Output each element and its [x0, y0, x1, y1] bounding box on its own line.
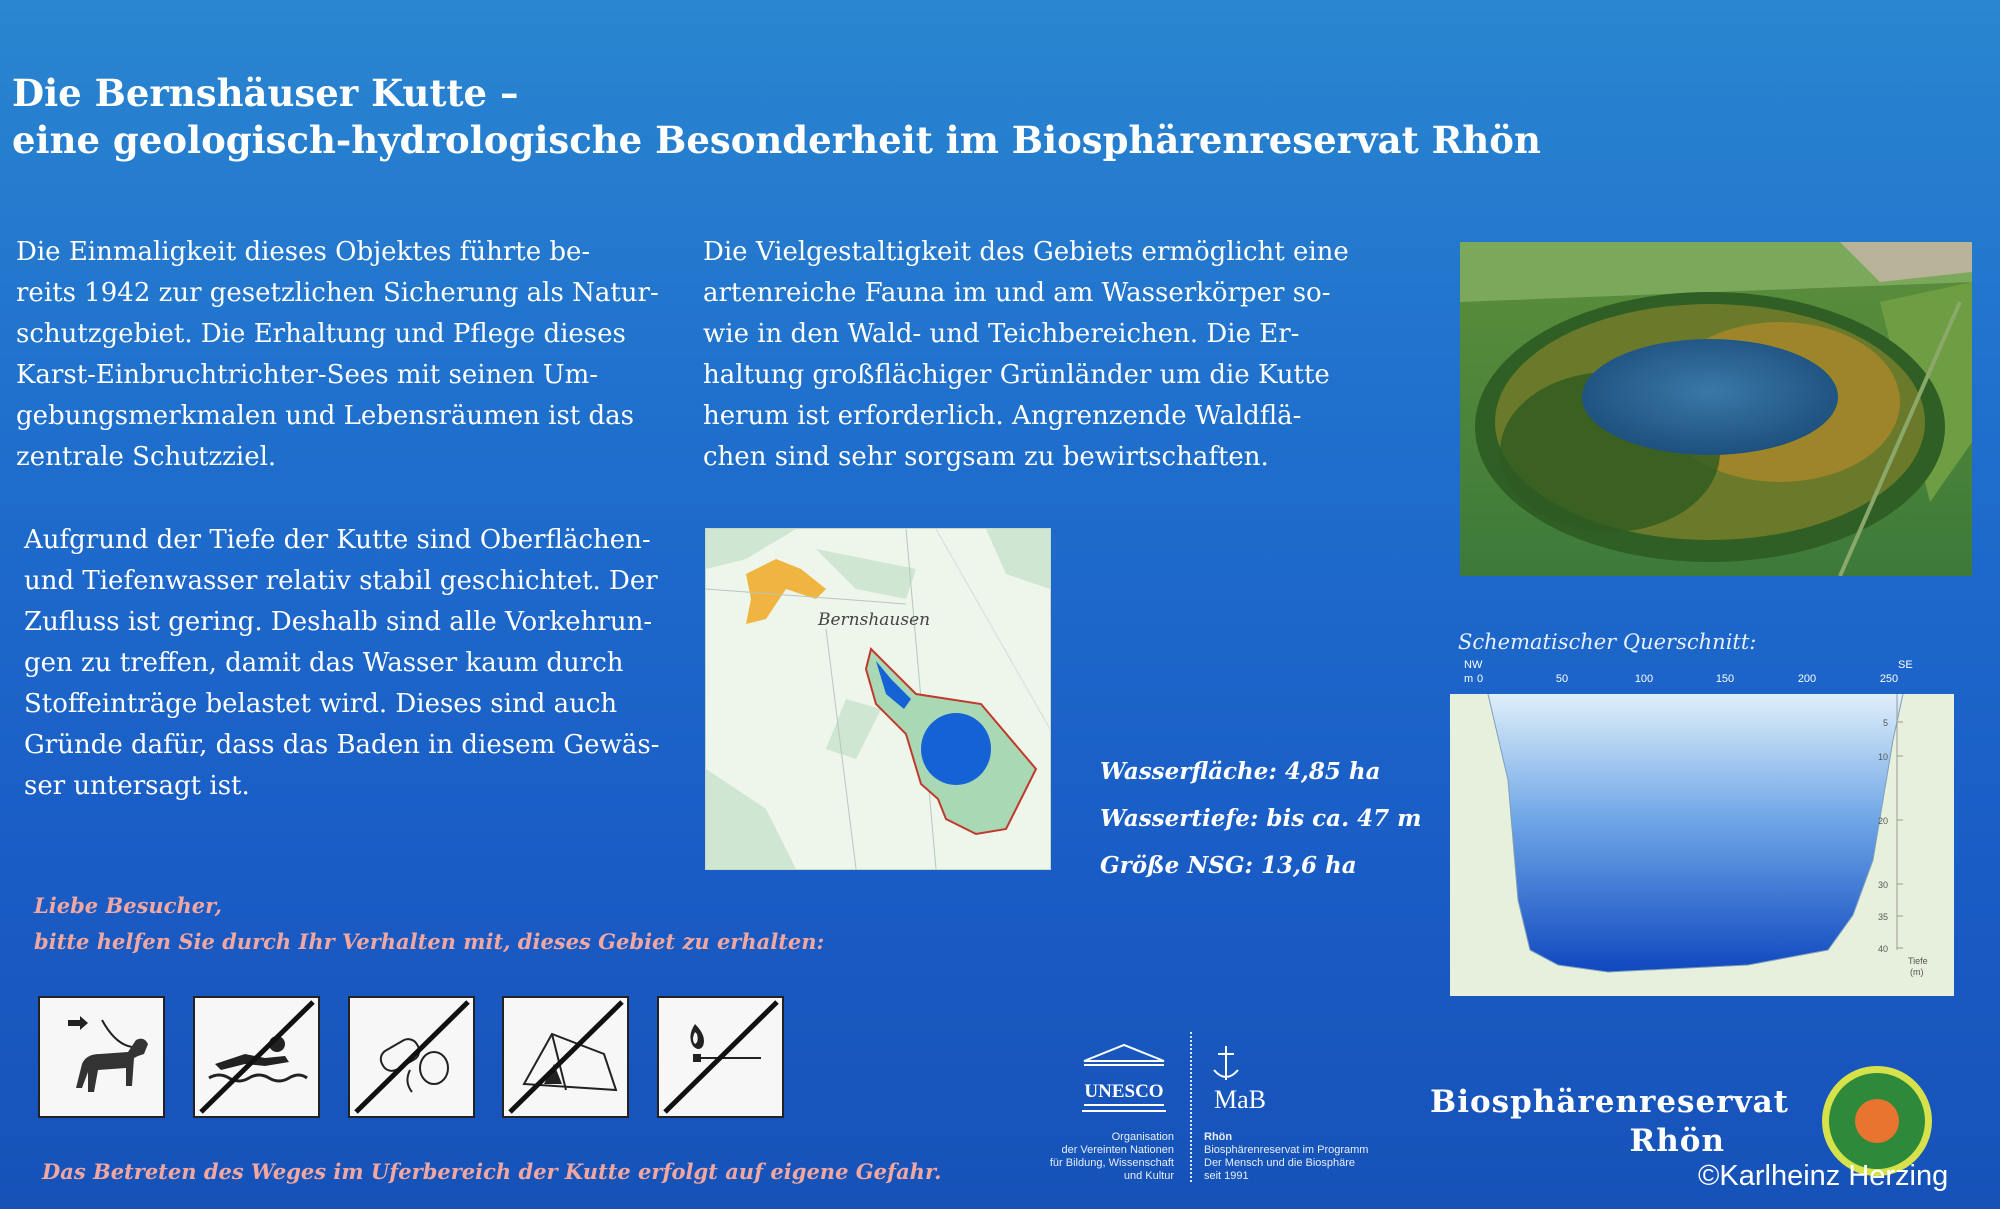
depth-axis-label: Tiefe — [1908, 956, 1928, 966]
water-depth-fact: Wassertiefe: bis ca. 47 m — [1100, 805, 1422, 832]
depth-tick: 40 — [1877, 944, 1888, 954]
text-line: Aufgrund der Tiefe der Kutte sind Oberflächen- — [24, 525, 651, 555]
title-line-1: Die Bernshäuser Kutte – — [12, 71, 519, 115]
depth-tick: 35 — [1877, 912, 1888, 922]
text-line: gen zu treffen, damit das Wasser kaum durch — [24, 648, 624, 678]
lake-facts — [1100, 748, 1421, 889]
caption-line: der Vereinten Nationen — [1061, 1144, 1174, 1156]
cross-section-diagram — [1448, 660, 1954, 996]
title-line-2: eine geologisch-hydrologische Besonderheit im Biosphärenreservat Rhön — [12, 118, 1541, 162]
water-paragraph — [24, 520, 659, 807]
text-line: haltung großflächiger Grünländer um die Kutte — [703, 360, 1330, 390]
no-camping-icon — [502, 996, 629, 1118]
x-tick: 100 — [1634, 673, 1654, 685]
dog-on-leash-icon — [38, 996, 165, 1118]
schema-right-label: SE — [1898, 660, 1913, 671]
caption-line: seit 1991 — [1204, 1170, 1249, 1182]
brand-line-2: Rhön — [1629, 1123, 1725, 1159]
text-line: schutzgebiet. Die Erhaltung und Pflege dieses — [16, 319, 626, 349]
brand-line-1: Biosphärenreservat — [1430, 1084, 1789, 1120]
fauna-paragraph — [703, 232, 1349, 478]
text-line: wie in den Wald- und Teichbereichen. Die Er- — [703, 319, 1300, 349]
visitor-notice — [34, 888, 824, 960]
caption-line: Biosphärenreservat im Programm — [1204, 1144, 1369, 1156]
nsg-size-fact: Größe NSG: 13,6 ha — [1100, 852, 1357, 879]
no-swimming-icon — [193, 996, 320, 1118]
x-tick: 0 — [1476, 673, 1484, 685]
text-line: reits 1942 zur gesetzlichen Sicherung als Natur- — [16, 278, 659, 308]
map-label: Bernshausen — [818, 610, 931, 630]
schema-left-label: NW — [1464, 660, 1483, 671]
biosphere-brand — [1430, 1083, 1789, 1161]
caption-line: für Bildung, Wissenschaft — [1049, 1157, 1174, 1169]
mab-logo — [1204, 1040, 1276, 1112]
schema-x-unit: m — [1464, 673, 1474, 685]
intro-paragraph — [16, 232, 659, 478]
depth-tick: 30 — [1877, 880, 1888, 890]
text-line: chen sind sehr sorgsam zu bewirtschaften. — [703, 442, 1269, 472]
text-line: Karst-Einbruchtrichter-Sees mit seinen Um- — [16, 360, 599, 390]
visitor-greeting: Liebe Besucher, — [34, 893, 222, 918]
text-line: gebungsmerkmalen und Lebensräumen ist das — [16, 401, 634, 431]
caption-line: und Kultur — [1123, 1170, 1174, 1182]
text-line: und Tiefenwasser relativ stabil geschichtet. Der — [24, 566, 658, 596]
map-graphic — [706, 529, 1050, 869]
depth-tick: 20 — [1877, 816, 1888, 826]
x-tick: 50 — [1555, 673, 1569, 685]
aerial-photo — [1460, 242, 1972, 576]
logo-divider — [1190, 1032, 1192, 1182]
caption-line: Rhön — [1204, 1131, 1233, 1143]
text-line: zentrale Schutzziel. — [16, 442, 277, 472]
unesco-logo-text: UNESCO — [1084, 1081, 1164, 1102]
text-line: Gründe dafür, dass das Baden in diesem Gewäs- — [24, 730, 660, 760]
text-line: Die Vielgestaltigkeit des Gebiets ermöglicht eine — [703, 237, 1349, 267]
copyright-notice: ©Karlheinz Herzing — [1698, 1160, 1949, 1192]
text-line: herum ist erforderlich. Angrenzende Waldflä- — [703, 401, 1302, 431]
caption-line: Der Mensch und die Biosphäre — [1204, 1157, 1356, 1169]
aerial-photo-graphic — [1460, 242, 1972, 576]
x-tick: 200 — [1797, 673, 1817, 685]
text-line: Stoffeinträge belastet wird. Dieses sind auch — [24, 689, 618, 719]
visitor-request: bitte helfen Sie durch Ihr Verhalten mit, dieses Gebiet zu erhalten: — [34, 929, 825, 954]
text-line: Zufluss ist gering. Deshalb sind alle Vorkehrun- — [24, 607, 653, 637]
path-warning: Das Betreten des Weges im Uferbereich der Kutte erfolgt auf eigene Gefahr. — [42, 1159, 942, 1184]
water-area-fact: Wasserfläche: 4,85 ha — [1100, 758, 1381, 785]
x-tick: 250 — [1879, 673, 1899, 685]
x-tick: 150 — [1715, 673, 1735, 685]
text-line: ser untersagt ist. — [24, 771, 250, 801]
mab-caption — [1204, 1131, 1404, 1183]
caption-line: Organisation — [1111, 1131, 1174, 1143]
depth-tick: 10 — [1877, 752, 1888, 762]
depth-axis-unit: (m) — [1910, 967, 1924, 977]
no-fire-icon — [657, 996, 784, 1118]
sign-title — [12, 70, 1541, 164]
text-line: artenreiche Fauna im und am Wasserkörper so- — [703, 278, 1331, 308]
unesco-caption — [1018, 1131, 1174, 1183]
unesco-logo — [1080, 1043, 1168, 1113]
depth-tick: 5 — [1882, 718, 1888, 728]
location-map — [705, 528, 1051, 870]
schema-title: Schematischer Querschnitt: — [1458, 630, 1757, 654]
text-line: Die Einmaligkeit dieses Objektes führte be- — [16, 237, 591, 267]
mab-logo-text: MaB — [1214, 1085, 1266, 1112]
no-littering-icon — [348, 996, 475, 1118]
